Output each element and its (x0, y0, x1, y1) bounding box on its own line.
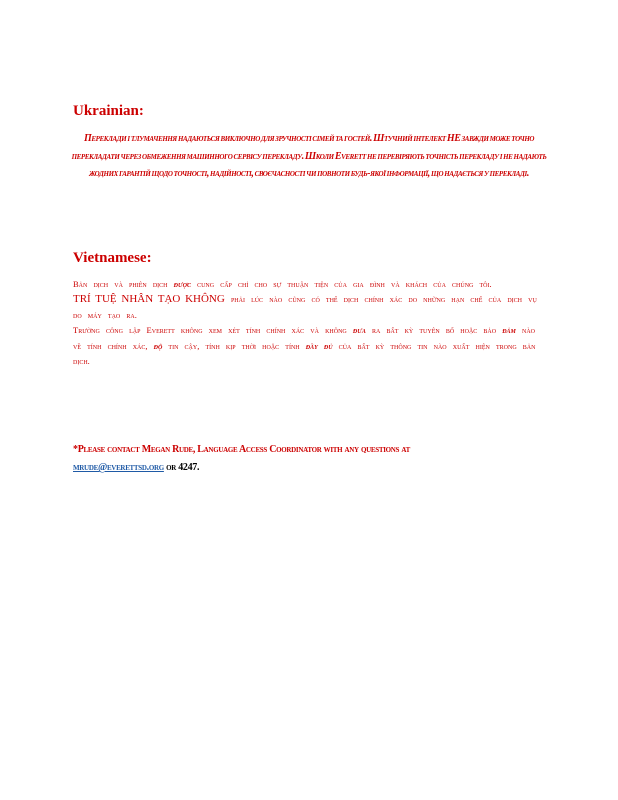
ukrainian-disclaimer: Переклади і тлумачення надаються виключно для зручності сімей та гостей. Штучний інтелект НЕ завжди може точно перекладати через обмеження машинного сервісу перекладу. Школи Everett не перевіряють точність перекладу і не надають жодних гарантій щодо точності, надійності, своєчасності чи повноти будь-якої інформації, що надається у перекладі. (71, 133, 547, 179)
contact-prefix: *Please contact Megan Rude, Language Access Coordinator with any questions at (73, 444, 410, 455)
text-run-emphasis: được (173, 279, 191, 289)
vietnamese-paragraph-1 (73, 277, 543, 292)
text-run: của bất kỳ thông tin nào xuất hiện trong bản dịch. (73, 340, 536, 367)
text-run: ra bất kỳ tuyên bố (365, 325, 461, 336)
text-run-emphasis: độ (153, 340, 163, 351)
text-run-caps: TRÍ TUỆ NHÂN TẠO KHÔNG (73, 293, 225, 306)
text-run-emphasis: đảm (502, 325, 516, 336)
vietnamese-paragraph-2 (73, 292, 543, 323)
text-run-emphasis: đầy đủ (305, 340, 333, 351)
ukrainian-heading: Ukrainian: (73, 103, 144, 119)
contact-note (73, 441, 543, 477)
text-run: hoặc bảo (460, 325, 503, 336)
vietnamese-heading: Vietnamese: (73, 250, 152, 266)
text-run: Bản dịch và phiên dịch (73, 279, 174, 289)
contact-suffix: or 4247. (163, 462, 200, 473)
contact-email-link[interactable]: mrude@everettsd.org (73, 462, 164, 473)
text-run: Trường công lập Everett không xem xét tính chính xác và không (73, 325, 353, 336)
text-run: nào về tính chính xác, (73, 325, 535, 351)
text-run: phải lúc nào cũng có thể dịch chính xác do những hạn chế của dịch vụ do máy tạo ra. (73, 294, 537, 320)
text-run: cung cấp chỉ cho sự thuận tiện của gia đình và khách của chúng tôi. (190, 279, 492, 289)
text-run-emphasis: đưa (352, 325, 366, 336)
vietnamese-paragraph-3 (73, 323, 543, 369)
text-run: tin cậy, tính kịp thời hoặc tính (162, 340, 306, 351)
vietnamese-disclaimer (73, 277, 543, 369)
